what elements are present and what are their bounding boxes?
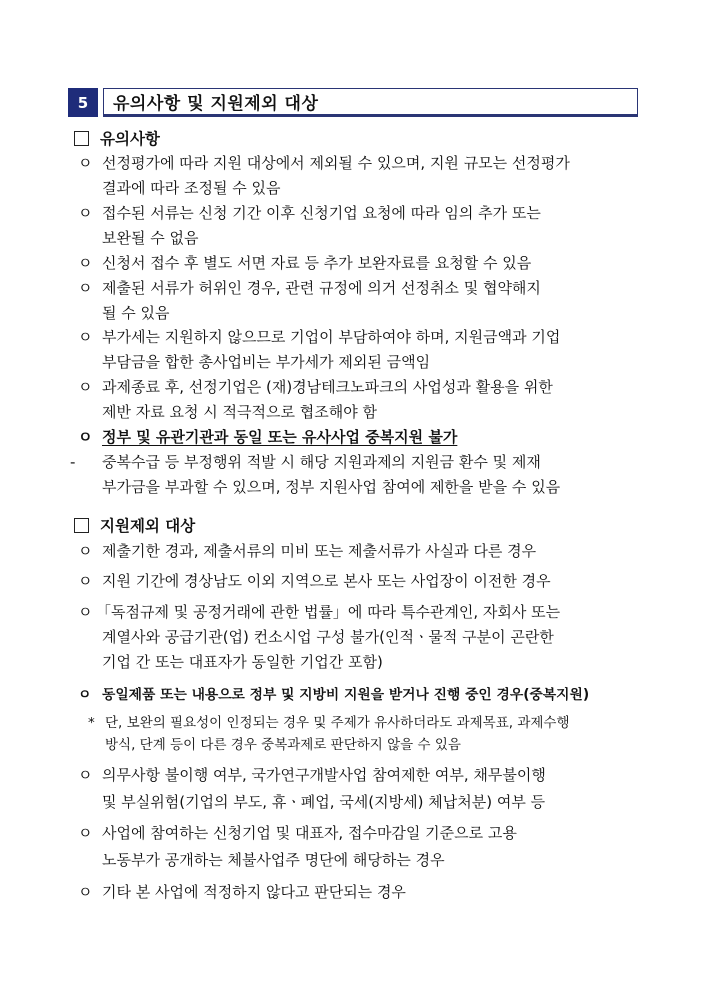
circle-bullet-icon: ㅇ	[78, 254, 93, 272]
exclusions-item-line: 기업 간 또는 대표자가 동일한 기업간 포함)	[102, 653, 383, 671]
exclusions-footnote-line: 방식, 단계 등이 다른 경우 중복과제로 판단하지 않을 수 있음	[105, 737, 461, 753]
exclusions-item	[78, 820, 648, 874]
notes-item-emphasis	[78, 425, 648, 450]
asterisk-icon: *	[88, 715, 95, 731]
section-number: 5	[68, 88, 98, 117]
exclusions-footnote	[88, 712, 648, 756]
notes-item-line: 접수된 서류는 신청 기간 이후 신청기업 요청에 따라 임의 추가 또는	[102, 204, 541, 222]
notes-item-line: 과제종료 후, 선정기업은 (재)경남테크노파크의 사업성과 활용을 위한	[102, 378, 553, 396]
circle-bullet-icon: ㅇ	[78, 378, 93, 396]
circle-bullet-icon: ㅇ	[78, 154, 93, 172]
notes-item	[78, 375, 648, 425]
exclusions-item-emphasis	[78, 683, 648, 708]
notes-item-line: 부담금을 합한 총사업비는 부가세가 제외된 금액임	[102, 353, 431, 371]
exclusions-item	[78, 762, 648, 816]
circle-bullet-icon: ㅇ	[78, 572, 93, 590]
exclusions-footnote-line: 단, 보완의 필요성이 인정되는 경우 및 주제가 유사하더라도 과제목표, 과제수행	[105, 715, 570, 731]
exclusions-item	[78, 600, 648, 675]
notes-item-line: 부가세는 지원하지 않으므로 기업이 부담하여야 하며, 지원금액과 기업	[102, 328, 561, 346]
notes-item-line: 신청서 접수 후 별도 서면 자료 등 추가 보완자료를 요청할 수 있음	[102, 254, 532, 272]
exclusions-item-line: 노동부가 공개하는 체불사업주 명단에 해당하는 경우	[102, 851, 445, 869]
notes-item-line: 선정평가에 따라 지원 대상에서 제외될 수 있으며, 지원 규모는 선정평가	[102, 154, 570, 172]
notes-item	[78, 276, 648, 326]
notes-item-line: 제출된 서류가 허위인 경우, 관련 규정에 의거 선정취소 및 협약해지	[102, 279, 541, 297]
exclusions-item-line: 의무사항 불이행 여부, 국가연구개발사업 참여제한 여부, 채무불이행	[102, 766, 546, 784]
exclusions-item-line: 지원 기간에 경상남도 이외 지역으로 본사 또는 사업장이 이전한 경우	[102, 572, 551, 590]
notes-item-line: 보완될 수 없음	[102, 229, 199, 247]
circle-bullet-icon: ㅇ	[78, 824, 93, 842]
notes-item-line: 부가금을 부과할 수 있으며, 정부 지원사업 참여에 제한을 받을 수 있음	[102, 478, 561, 496]
circle-bullet-icon: ㅇ	[78, 766, 93, 784]
circle-bullet-icon: ㅇ	[78, 603, 93, 621]
exclusions-item-line: 기타 본 사업에 적정하지 않다고 판단되는 경우	[102, 883, 406, 901]
notes-item-line: 정부 및 유관기관과 동일 또는 유사사업 중복지원 불가	[102, 428, 458, 446]
circle-bullet-icon: ㅇ	[78, 428, 93, 446]
notes-item	[78, 325, 648, 375]
notes-heading	[74, 127, 160, 149]
checkbox-square-icon	[74, 131, 89, 146]
exclusions-item-line: 「독점규제 및 공정거래에 관한 법률」에 따라 특수관계인, 자회사 또는	[96, 603, 561, 621]
notes-item-line: 결과에 따라 조정될 수 있음	[102, 179, 281, 197]
circle-bullet-icon: ㅇ	[78, 204, 93, 222]
notes-heading-label: 유의사항	[100, 130, 160, 148]
checkbox-square-icon	[74, 518, 89, 533]
notes-sub-item	[70, 450, 648, 500]
dash-bullet-icon: -	[70, 453, 76, 471]
notes-item-line: 제반 자료 요청 시 적극적으로 협조해야 함	[102, 403, 377, 421]
circle-bullet-icon: ㅇ	[78, 328, 93, 346]
exclusions-item-line: 제출기한 경과, 제출서류의 미비 또는 제출서류가 사실과 다른 경우	[102, 542, 537, 560]
exclusions-item	[78, 879, 648, 906]
exclusions-item-line: 동일제품 또는 내용으로 정부 및 지방비 지원을 받거나 진행 중인 경우(중복지원)	[102, 687, 590, 703]
circle-bullet-icon: ㅇ	[78, 687, 92, 703]
notes-item	[78, 201, 648, 251]
notes-item	[78, 251, 648, 276]
exclusions-item-line: 사업에 참여하는 신청기업 및 대표자, 접수마감일 기준으로 고용	[102, 824, 517, 842]
exclusions-item-line: 계열사와 공급기관(업) 컨소시업 구성 불가(인적ㆍ물적 구분이 곤란한	[102, 628, 554, 646]
circle-bullet-icon: ㅇ	[78, 542, 93, 560]
section-title: 유의사항 및 지원제외 대상	[103, 88, 638, 117]
notes-item-line: 중복수급 등 부정행위 적발 시 해당 지원과제의 지원금 환수 및 제재	[102, 453, 541, 471]
exclusions-item	[78, 569, 648, 594]
notes-item-line: 될 수 있음	[102, 304, 170, 322]
exclusions-heading-label: 지원제외 대상	[100, 517, 196, 535]
section-header	[68, 88, 638, 117]
exclusions-item	[78, 539, 648, 564]
notes-item	[78, 151, 648, 201]
exclusions-item-line: 및 부실위험(기업의 부도, 휴ㆍ폐업, 국세(지방세) 체납처분) 여부 등	[102, 793, 546, 811]
circle-bullet-icon: ㅇ	[78, 279, 93, 297]
exclusions-heading	[74, 514, 195, 536]
circle-bullet-icon: ㅇ	[78, 883, 93, 901]
